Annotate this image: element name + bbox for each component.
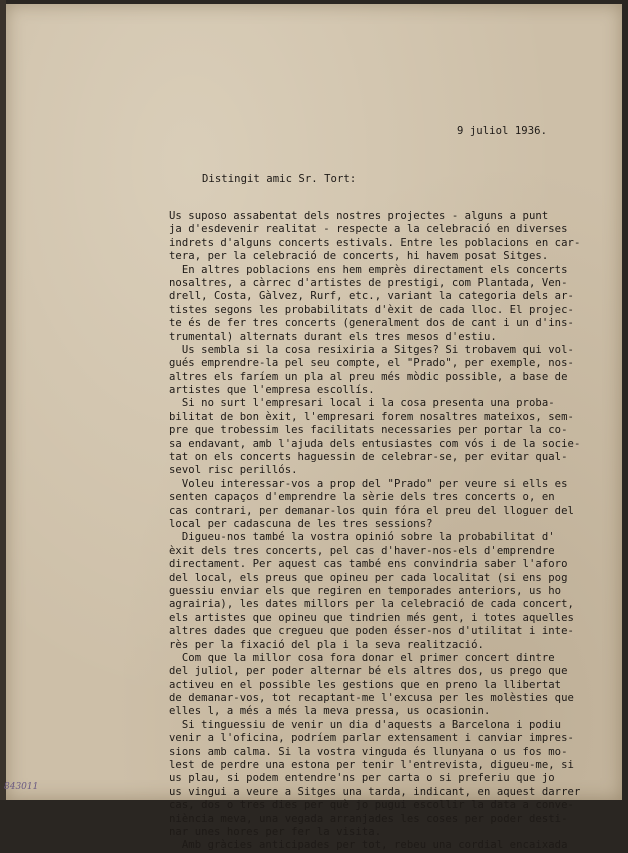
letter-sheet (6, 4, 622, 852)
letter-line: cas, dos o tres dies per què jo pugui escollir la data a conve- (169, 799, 574, 812)
letter-line: guessiu enviar els que regiren en temporades anteriors, us ho (169, 584, 562, 597)
letter-line: èxit dels tres concerts, pel cas d'haver-nos-els d'emprendre (169, 544, 555, 557)
letter-line: tera, per la celebració de concerts, hi havem posat Sitges. (169, 250, 549, 263)
letter-line: tat on els concerts haguessin de celebrar-se, per evitar qual- (169, 451, 568, 464)
letter-line: agrairia), les dates millors per la celebració de cada concert, (169, 598, 574, 611)
letter-line: Digueu-nos també la vostra opinió sobre la probabilitat d' (169, 531, 555, 544)
letter-line: us plau, si podem entendre'ns per carta o si preferiu que jo (169, 772, 555, 785)
letter-line: de demanar-vos, tot recaptant-me l'excusa per les molèsties que (169, 692, 574, 705)
letter-line: rès per la fixació del pla i la seva realització. (169, 638, 484, 651)
letter-line: gués emprendre-la pel seu compte, el "Prado", per exemple, nos- (169, 357, 574, 370)
letter-line: Amb gràcies anticipades per tot, rebeu una cordial encaixada (169, 839, 568, 852)
letter-line: directament. Per aquest cas també ens convindria saber l'aforo (169, 558, 568, 571)
letter-line: del local, els preus que opineu per cada localitat (si ens pog (169, 571, 568, 584)
letter-line: En altres poblacions ens hem emprès directament els concerts (169, 263, 568, 276)
letter-body (169, 210, 580, 853)
letter-line: nosaltres, a càrrec d'artistes de prestigi, com Plantada, Ven- (169, 276, 568, 289)
letter-line: niència meva, una vegada arranjades les coses per poder desti- (169, 812, 568, 825)
letter-line: els artistes que opineu que tindrien més gent, i totes aquelles (169, 611, 574, 624)
letter-line: sions amb calma. Si la vostra vinguda és llunyana o us fos mo- (169, 745, 568, 758)
letter-line: lest de perdre una estona per tenir l'entrevista, digueu-me, si (169, 759, 574, 772)
letter-line: Si tinguessiu de venir un dia d'aquests a Barcelona i podiu (169, 718, 562, 731)
letter-date: 9 juliol 1936. (457, 125, 547, 137)
letter-line: senten capaços d'emprendre la sèrie dels tres concerts o, en (169, 491, 555, 504)
letter-line: tistes segons les probabilitats d'èxit de cada lloc. El projec- (169, 303, 574, 316)
letter-salutation: Distingit amic Sr. Tort: (202, 173, 357, 185)
letter-line: Us sembla si la cosa resixiria a Sitges? Si trobavem qui vol- (169, 343, 574, 356)
letter-line: activeu en el possible les gestions que en preno la llibertat (169, 678, 562, 691)
letter-line: altres els faríem un pla al preu més mòdic possible, a base de (169, 370, 568, 383)
letter-line: Si no surt l'empresari local i la cosa presenta una proba- (169, 397, 555, 410)
letter-line: indrets d'alguns concerts estivals. Entre les poblacions en car- (169, 236, 581, 249)
archive-reference: 843011 (4, 782, 39, 792)
letter-line: trumental) alternats durant els tres mesos d'estiu. (169, 330, 497, 343)
letter-line: artistes que l'empresa escollís. (169, 384, 375, 397)
letter-line: ja d'esdevenir realitat - respecte a la celebració en diverses (169, 223, 568, 236)
letter-line: elles l, a més a més la meva pressa, us ocasionin. (169, 705, 491, 718)
letter-line: cas contrari, per demanar-los quin fóra el preu del lloguer del (169, 504, 574, 517)
letter-line: del juliol, per poder alternar bé els altres dos, us prego que (169, 665, 568, 678)
letter-line: us vingui a veure a Sitges una tarda, indicant, en aquest darrer (169, 785, 581, 798)
letter-line: drell, Costa, Gàlvez, Rurf, etc., variant la categoria dels ar- (169, 290, 574, 303)
letter-line: altres dades que cregueu que poden ésser-nos d'utilitat i inte- (169, 625, 574, 638)
letter-line: sevol risc perillós. (169, 464, 298, 477)
letter-line: bilitat de bon èxit, l'empresari forem nosaltres mateixos, sem- (169, 410, 574, 423)
letter-line: Com que la millor cosa fora donar el primer concert dintre (169, 651, 555, 664)
letter-line: sa endavant, amb l'ajuda dels entusiastes com vós i de la socie- (169, 437, 581, 450)
letter-line: te és de fer tres concerts (generalment dos de cant i un d'ins- (169, 317, 574, 330)
letter-line: local per cadascuna de les tres sessions? (169, 517, 433, 530)
letter-line: nar unes hores per fer la visita. (169, 825, 382, 838)
letter-line: venir a l'oficina, podríem parlar extensament i canviar impres- (169, 732, 574, 745)
letter-line: Us suposo assabentat dels nostres projectes - alguns a punt (169, 210, 549, 222)
letter-line: Voleu interessar-vos a prop del "Prado" per veure si ells es (169, 477, 568, 490)
letter-line: pre que trobessim les facilitats necessaries per portar la co- (169, 424, 568, 437)
